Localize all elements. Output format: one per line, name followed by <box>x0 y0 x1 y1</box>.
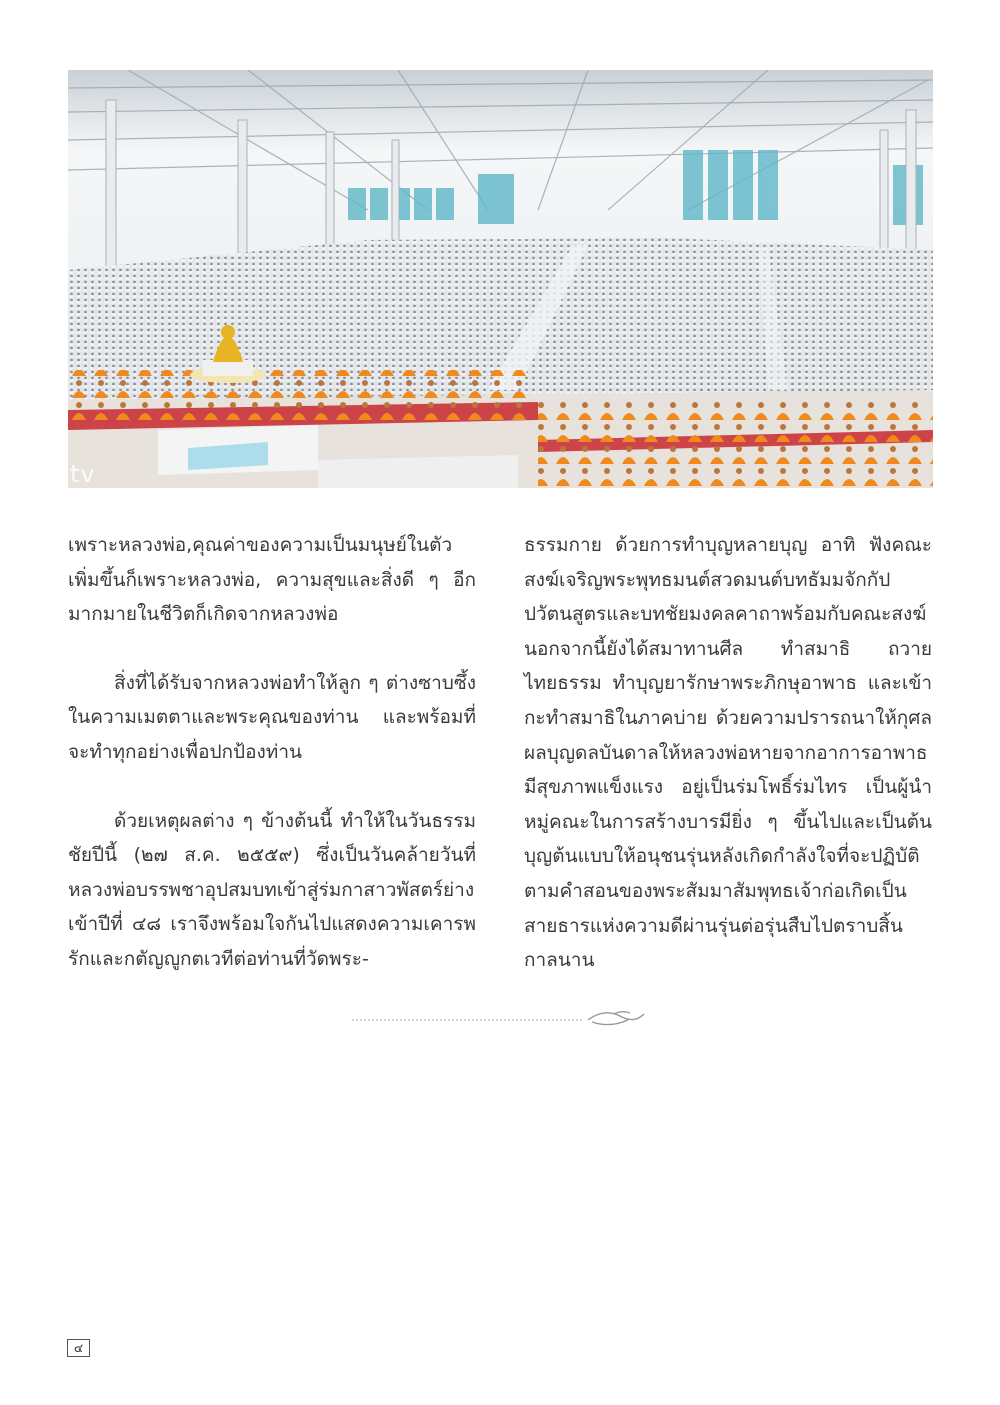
right-paragraph-1: ธรรมกาย ด้วยการทำบุญหลายบุญ อาทิ ฟังคณะสงฆ์เจริญพระพุทธมนต์สวดมนต์บทธัมมจักกัปปวัตนสูตรและบทชัยมงคลคาถาพร้อมกับคณะสงฆ์ นอกจากนี้ยังได้สมาทานศีล ทำสมาธิ ถวายไทยธรรม ทำบุญยารักษาพระภิกษุอาพาธ และเข้ากะทำสมาธิในภาคบ่าย ด้วยความปรารถนาให้กุศลผลบุญดลบันดาลให้หลวงพ่อหายจากอาการอาพาธมีสุขภาพแข็งแรง อยู่เป็นร่มโพธิ์ร่มไทร เป็นผู้นำหมู่คณะในการสร้างบารมียิ่ง ๆ ขึ้นไปและเป็นต้นบุญต้นแบบให้อนุชนรุ่นหลังเกิดกำลังใจที่จะปฏิบัติตามคำสอนของพระสัมมาสัมพุทธเจ้าก่อเกิดเป็นสายธารแห่งความดีผ่านรุ่นต่อรุ่นสืบไปตราบสิ้นกาลนาน <box>524 534 932 972</box>
divider-ornament <box>352 1004 648 1030</box>
page-number: ๔ <box>67 1339 90 1357</box>
left-paragraph-1: เพราะหลวงพ่อ,คุณค่าของความเป็นมนุษย์ในตัวเพิ่มขึ้นก็เพราะหลวงพ่อ, ความสุขและสิ่งดี ๆ อีกมากมายในชีวิตก็เกิดจากหลวงพ่อ <box>68 534 476 626</box>
left-column <box>68 528 476 977</box>
left-paragraph-2: สิ่งที่ได้รับจากหลวงพ่อทำให้ลูก ๆ ต่างซาบซึ้งในความเมตตาและพระคุณของท่าน และพร้อมที่จะทำทุกอย่างเพื่อปกป้องท่าน <box>68 671 476 763</box>
photo-watermark: tv <box>70 460 96 488</box>
ceremony-photo-illustration <box>68 70 933 488</box>
ceremony-photo <box>68 70 933 488</box>
right-column <box>524 528 932 978</box>
left-paragraph-3: ด้วยเหตุผลต่าง ๆ ข้างต้นนี้ ทำให้ในวันธรรมชัยปีนี้ (๒๗ ส.ค. ๒๕๕๙) ซึ่งเป็นวันคล้ายวันที่หลวงพ่อบรรพชาอุปสมบทเข้าสู่ร่มกาสาวพัสตร์ย่างเข้าปีที่ ๔๘ เราจึงพร้อมใจกันไปแสดงความเคารพรักและกตัญญูกตเวทีต่อท่านที่วัดพระ- <box>68 809 476 970</box>
